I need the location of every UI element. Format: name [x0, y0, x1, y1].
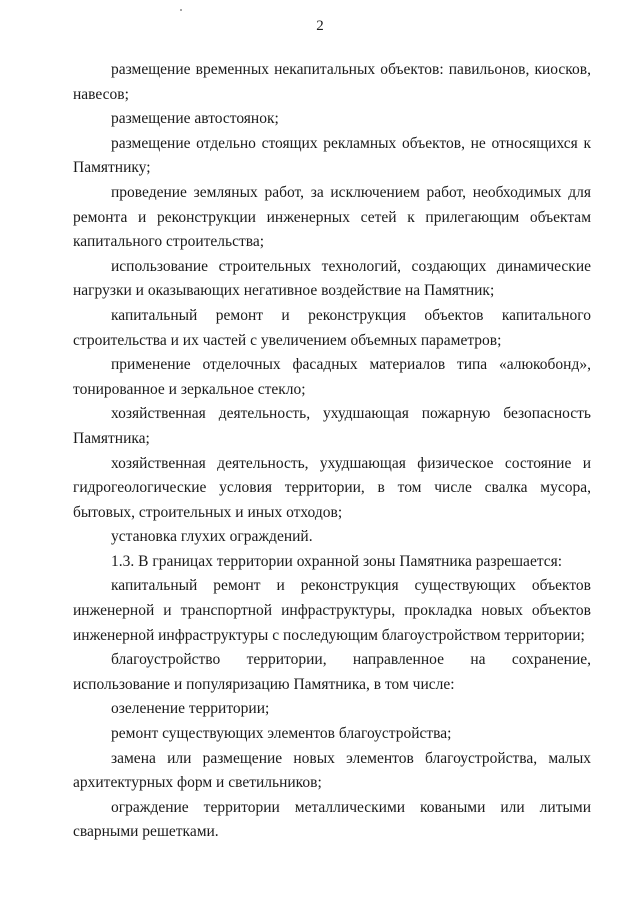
paragraph: хозяйственная деятельность, ухудшающая пожарную безопасность Памятника;	[73, 405, 591, 447]
paragraph: использование строительных технологий, создающих динамические нагрузки и оказывающих негативное воздействие на Памятник;	[73, 257, 591, 300]
paragraph: хозяйственная деятельность, ухудшающая физическое состояние и гидрогеологические условия территории, в том числе свалка мусора, бытовых, строительных и иных отходов;	[73, 454, 591, 521]
paragraph: капитальный ремонт и реконструкция объектов капитального строительства и их частей с увеличением объемных параметров;	[73, 306, 591, 349]
document-body	[73, 58, 591, 845]
paragraph: ремонт существующих элементов благоустройства;	[111, 725, 452, 743]
paragraph: замена или размещение новых элементов благоустройства, малых архитектурных форм и светильников;	[73, 749, 591, 792]
scan-speck	[180, 9, 182, 11]
paragraph: установка глухих ограждений.	[111, 528, 313, 546]
paragraph: ограждение территории металлическими коваными или литыми сварными решетками.	[73, 798, 591, 841]
paragraph: применение отделочных фасадных материалов типа «алюкобонд», тонированное и зеркальное стекло;	[73, 356, 591, 398]
paragraph: размещение временных некапитальных объектов: павильонов, киосков, навесов;	[73, 61, 591, 103]
paragraph: размещение автостоянок;	[111, 110, 279, 128]
paragraph: благоустройство территории, направленное на сохранение, использование и популяризацию Памятника, в том числе:	[73, 651, 591, 693]
paragraph: проведение земляных работ, за исключением работ, необходимых для ремонта и реконструкции инженерных сетей к прилегающим объектам капитального строительства;	[73, 183, 591, 251]
page-number: 2	[316, 18, 324, 34]
section-heading-1-3: 1.3. В границах территории охранной зоны Памятника разрешается:	[111, 552, 563, 570]
paragraph: озеленение территории;	[111, 700, 270, 718]
paragraph: капитальный ремонт и реконструкция существующих объектов инженерной и транспортной инфраструктуры, прокладка новых объектов инженерной инфраструктуры с последующим благоустройством территории;	[73, 577, 591, 644]
paragraph: размещение отдельно стоящих рекламных объектов, не относящихся к Памятнику;	[73, 134, 591, 177]
